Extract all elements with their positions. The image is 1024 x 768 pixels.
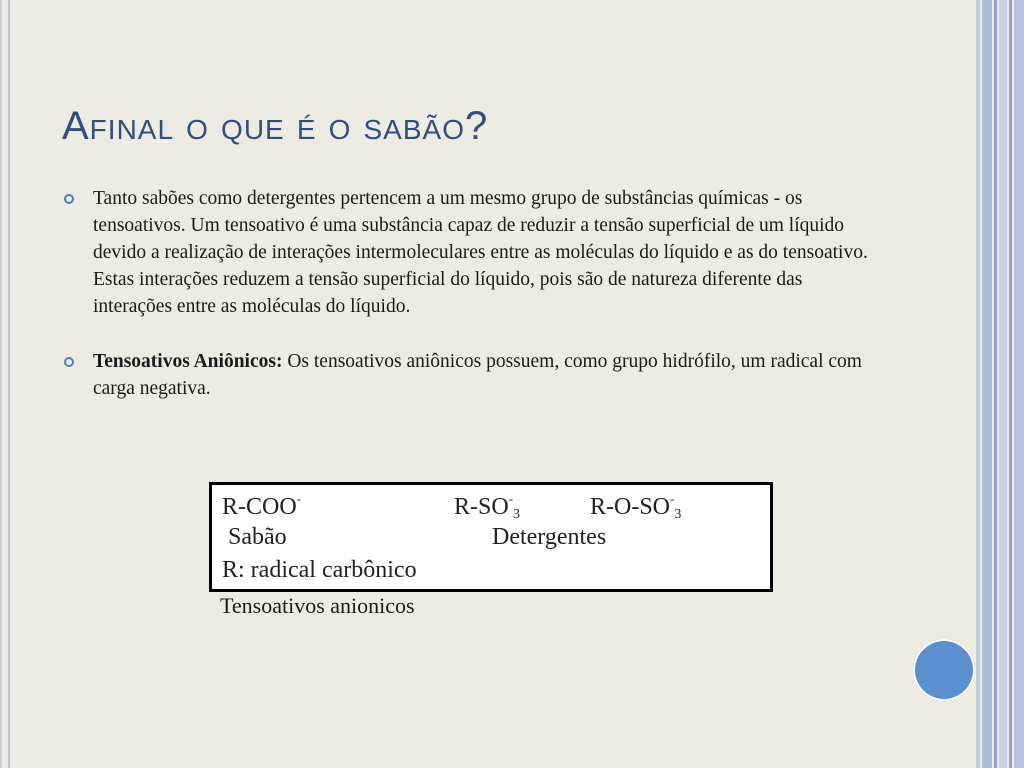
stripe (982, 0, 992, 768)
bullet-text: Tanto sabões como detergentes pertencem a um mesmo grupo de substâncias químicas - os tensoativos. Um tensoativo é uma substância capaz de reduzir a tensão superficial de um líquido devido a realização de interações intermoleculares entre as moléculas do líquido e as do tensoativo. Estas interações reduzem a tensão superficial do líquido, pois são de natureza diferente das interações entre as moléculas do líquido. (93, 188, 868, 317)
left-frame-line-inner (8, 0, 10, 768)
bullet-item-tensoativos (62, 185, 872, 320)
bullet-text: Os tensoativos aniônicos possuem, como grupo hidrófilo, um radical com carga negativa. (93, 351, 862, 399)
formula-carboxylate: R-COO- (222, 491, 302, 520)
stripe (976, 0, 980, 768)
label-detergentes: Detergentes (492, 524, 607, 550)
decorative-circle (913, 639, 975, 701)
bullet-ring-icon (64, 357, 74, 367)
formula-legend: R: radical carbônico (222, 557, 417, 583)
bullet-list (62, 185, 872, 402)
figure-caption: Tensoativos anionicos (220, 593, 415, 618)
label-sabao: Sabão (228, 524, 287, 550)
formula-image-box (209, 482, 773, 592)
bullet-item-anionicos (62, 348, 872, 402)
bullet-ring-icon (64, 194, 74, 204)
right-decorative-stripes (976, 0, 1024, 768)
formula-sulfate: $R-O-SO^-_3$ (590, 491, 682, 522)
left-frame-line-outer (0, 0, 2, 768)
formula-sulfonate: $R-SO^-_3$ (454, 491, 521, 522)
stripe (1014, 0, 1024, 768)
stripe (994, 0, 997, 768)
stripe (1009, 0, 1012, 768)
stripe (999, 0, 1007, 768)
slide-title: Afinal o que é o sabão? (62, 104, 489, 148)
bullet-heading: Tensoativos Aniônicos: (93, 351, 283, 372)
